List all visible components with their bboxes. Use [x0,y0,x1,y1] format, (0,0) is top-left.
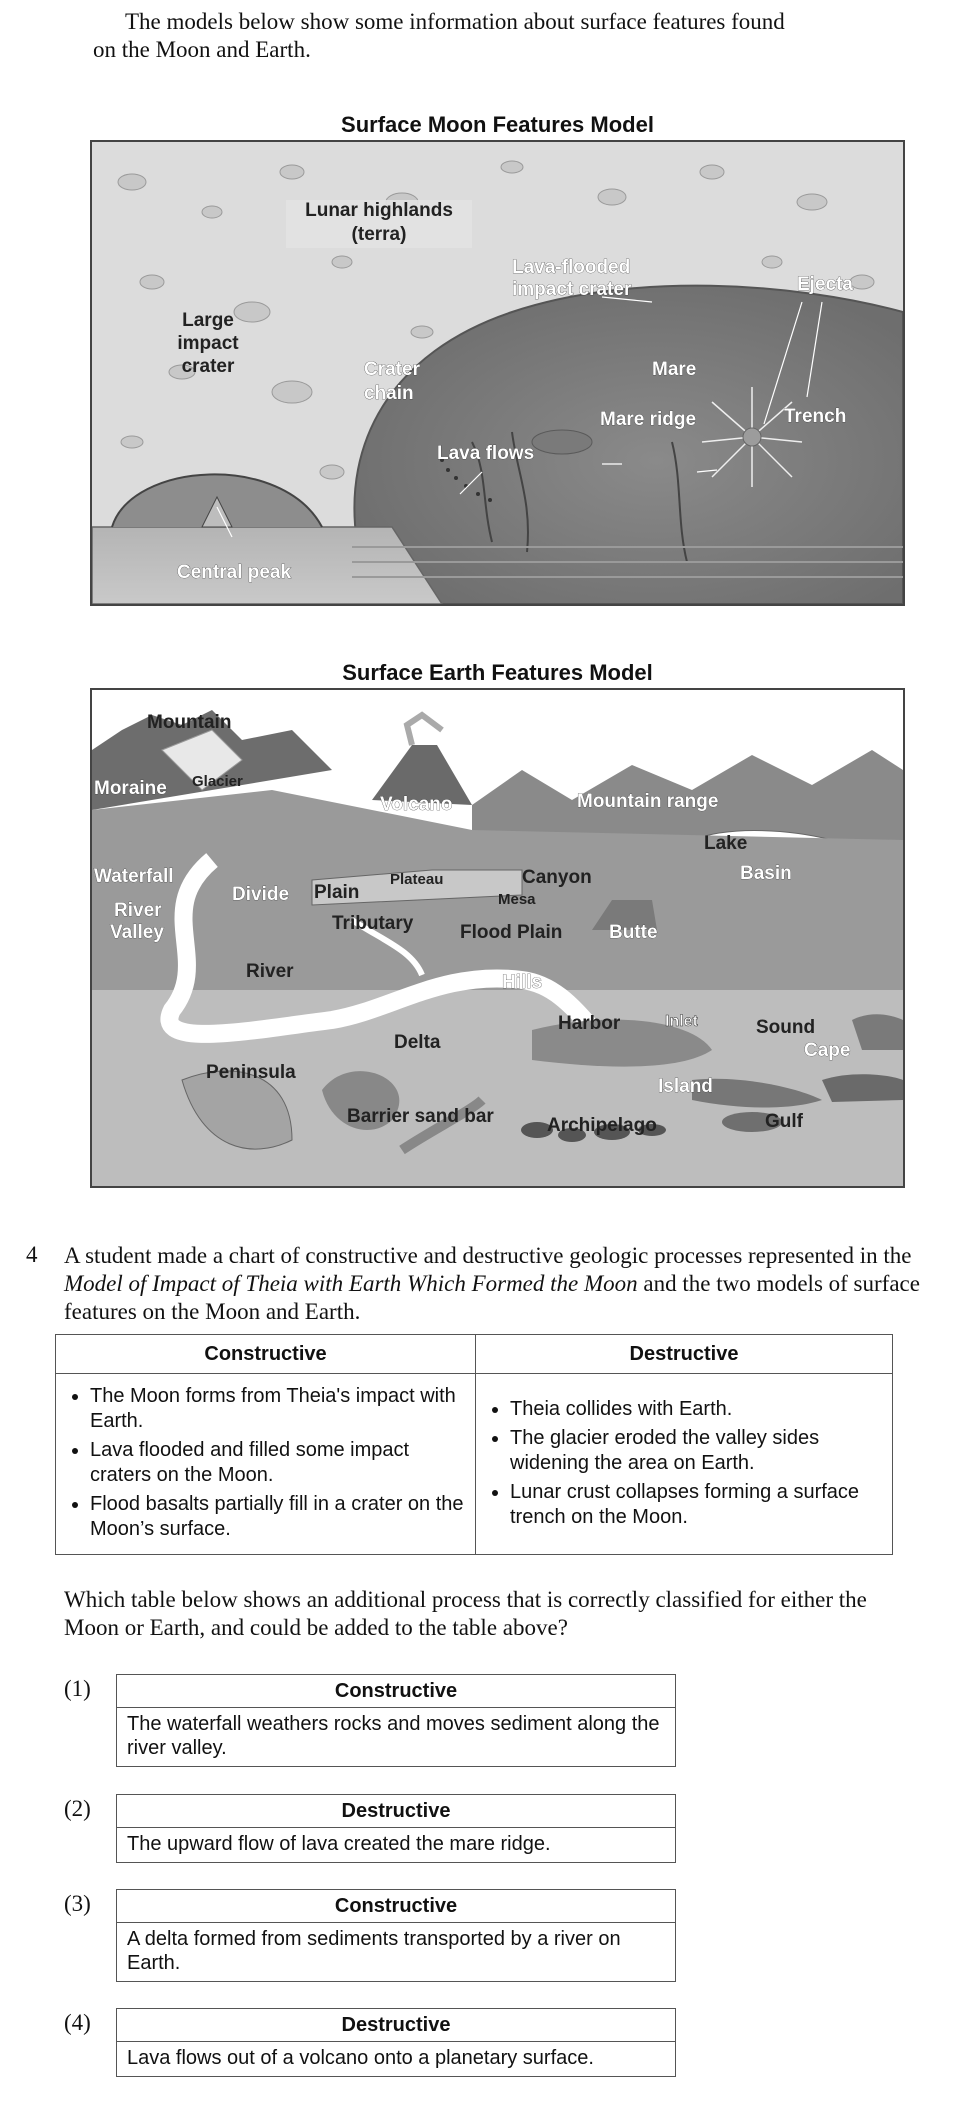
question-text-pre: A student made a chart of constructive and destructive geologic processes represented in the [64,1243,912,1268]
intro-line-1: The models below show some information about surface features found [125,9,785,34]
label-impact: impact [177,333,239,354]
moon-features-figure [90,140,905,606]
label-basin: Basin [740,863,792,884]
destructive-item: • The glacier eroded the valley sides widening the area on Earth. [510,1426,882,1476]
label-tributary: Tributary [332,913,414,934]
label-ejecta: Ejecta [797,274,853,295]
question-text [64,1242,944,1326]
label-river: River [246,961,294,982]
label-river-valley-1: River [114,900,162,921]
label-crater: crater [181,356,235,377]
option-2-heading: Destructive [117,1795,675,1828]
option-4-text: Lava flows out of a volcano onto a planetary surface. [127,2047,594,2069]
label-mesa: Mesa [498,891,536,908]
label-canyon: Canyon [522,867,592,888]
intro-line-2: on the Moon and Earth. [93,37,311,62]
label-plateau: Plateau [390,871,444,888]
label-mountain: Mountain [147,712,232,733]
earth-illustration [92,690,903,1186]
label-gulf: Gulf [765,1111,803,1132]
option-3-table[interactable] [116,1889,676,1982]
moon-model-title: Surface Moon Features Model [341,112,654,137]
constructive-item: • Lava flooded and filled some impact craters on the Moon. [90,1438,465,1488]
label-hills: Hills [502,972,543,993]
chart-constructive-cell [56,1374,476,1555]
label-archipelago: Archipelago [547,1115,657,1136]
label-harbor: Harbor [558,1013,621,1034]
label-lunar-highlands: Lunar highlands [305,200,453,221]
label-terra: (terra) [351,224,407,245]
destructive-item: • Theia collides with Earth. [510,1397,882,1422]
earth-model-title: Surface Earth Features Model [342,660,653,685]
moon-illustration [92,142,903,604]
label-divide: Divide [232,884,290,905]
label-mountain-range: Mountain range [577,791,719,812]
option-2-text: The upward flow of lava created the mare ridge. [127,1833,551,1855]
label-lava-flooded: Lava-flooded [512,257,631,278]
question-text-model-title: Model of Impact of Theia with Earth Which Formed the Moon [64,1271,638,1296]
label-crater-chain-1: Crater [364,359,420,380]
label-volcano: Volcano [380,794,453,815]
option-1-heading: Constructive [117,1675,675,1708]
earth-features-figure [90,688,905,1188]
chart-header-constructive: Constructive [56,1335,476,1374]
label-moraine: Moraine [94,778,167,799]
option-4-heading: Destructive [117,2009,675,2042]
label-peninsula: Peninsula [206,1062,296,1083]
constructive-item: • The Moon forms from Theia's impact with Earth. [90,1384,465,1434]
label-river-valley-2: Valley [110,922,164,943]
label-mare: Mare [652,359,697,380]
label-sound: Sound [756,1017,816,1038]
label-large: Large [182,310,234,331]
destructive-item: • Lunar crust collapses forming a surface trench on the Moon. [510,1480,882,1530]
label-lake: Lake [704,833,748,854]
option-3-text: A delta formed from sediments transported by a river on Earth. [127,1928,621,1974]
question-number: 4 [26,1242,38,1267]
label-glacier: Glacier [192,773,243,790]
label-central-peak: Central peak [177,562,292,583]
option-4-table[interactable] [116,2008,676,2077]
which-question: Which table below shows an additional process that is correctly classified for either the Moon or Earth, and could be added to the table above? [64,1587,867,1640]
option-2-table[interactable] [116,1794,676,1863]
process-chart [55,1334,893,1555]
option-2-number[interactable]: (2) [64,1796,91,1821]
option-1-number[interactable]: (1) [64,1676,91,1701]
label-waterfall: Waterfall [94,866,174,887]
option-3-number[interactable]: (3) [64,1891,91,1916]
label-island: Island [658,1076,713,1097]
option-4-number[interactable]: (4) [64,2010,91,2035]
label-delta: Delta [394,1032,441,1053]
label-butte: Butte [609,922,658,943]
label-inlet: Inlet [665,1013,698,1030]
label-crater-chain-2: chain [364,383,414,404]
constructive-item: • Flood basalts partially fill in a crater on the Moon’s surface. [90,1492,465,1542]
question-text-post: and the two models of surface features on the Moon and Earth. [64,1271,920,1324]
label-cape: Cape [804,1040,851,1061]
option-3-heading: Constructive [117,1890,675,1923]
intro-text [93,8,885,64]
chart-header-destructive: Destructive [476,1335,893,1374]
option-1-table[interactable] [116,1674,676,1767]
label-flood-plain: Flood Plain [460,922,563,943]
option-1-text: The waterfall weathers rocks and moves sediment along the river valley. [127,1713,660,1759]
label-barrier-sand-bar: Barrier sand bar [347,1106,494,1127]
process-chart-table [55,1334,893,1555]
label-plain: Plain [314,882,360,903]
label-impact-crater: impact crater [512,279,632,300]
label-mare-ridge: Mare ridge [600,409,697,430]
label-lava-flows: Lava flows [437,443,535,464]
label-trench: Trench [784,406,847,427]
chart-destructive-cell [476,1374,893,1555]
